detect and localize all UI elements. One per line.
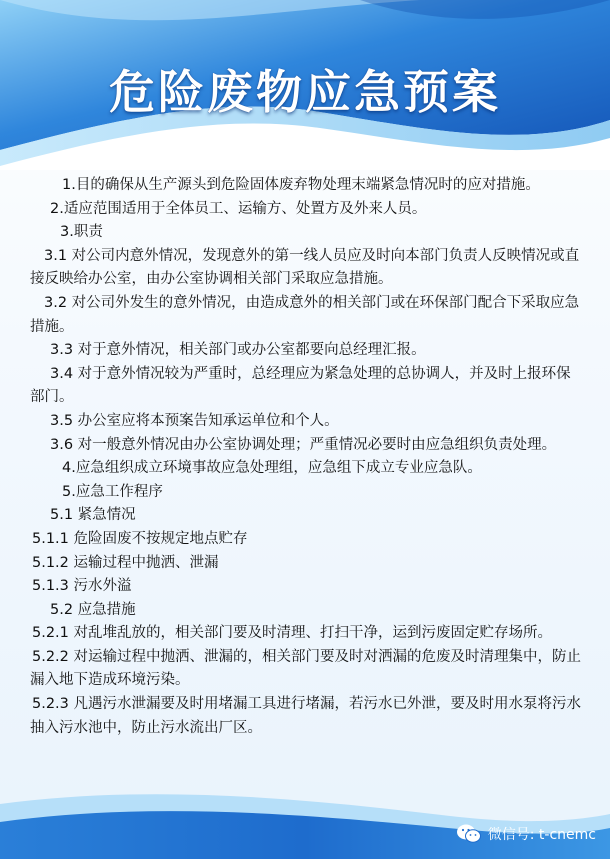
- plan-paragraph: 5.1 紧急情况: [50, 507, 136, 524]
- plan-paragraph: 4.应急组织成立环境事故应急处理组，应急组下成立专业应急队。: [62, 460, 482, 477]
- plan-paragraph: 5.1.1 危险固废不按规定地点贮存: [32, 530, 248, 547]
- plan-paragraph: 5.1.2 运输过程中抛洒、泄漏: [32, 554, 219, 571]
- plan-paragraph: 3.1 对公司内意外情况，发现意外的第一线人员应及时向本部门负责人反映情况或直接反映给办公室，由办公室协调相关部门采取应急措施。: [30, 247, 580, 288]
- plan-paragraph: 3.5 办公室应将本预案告知承运单位和个人。: [50, 412, 339, 429]
- plan-paragraph: 5.1.3 污水外溢: [32, 578, 132, 595]
- plan-paragraph: 2.适应范围适用于全体员工、运输方、处置方及外来人员。: [50, 200, 427, 217]
- plan-paragraph: 3.3 对于意外情况，相关部门或办公室都要向总经理汇报。: [50, 342, 426, 359]
- plan-paragraph: 3.职责: [60, 224, 103, 241]
- page-title: 危险废物应急预案: [109, 65, 501, 119]
- plan-paragraph: 5.2.1 对乱堆乱放的，相关部门要及时清理、打扫干净，运到污废固定贮存场所。: [32, 625, 553, 642]
- plan-paragraph: 1.目的确保从生产源头到危险固体废弃物处理末端紧急情况时的应对措施。: [62, 177, 540, 193]
- plan-paragraph: 3.6 对一般意外情况由办公室协调处理；严重情况必要时由应急组织负责处理。: [50, 436, 557, 453]
- plan-paragraph: 3.4 对于意外情况较为严重时，总经理应为紧急处理的总协调人，并及时上报环保部门。: [30, 365, 571, 406]
- wechat-watermark: [456, 821, 596, 847]
- plan-paragraph: 5.2.2 对运输过程中抛洒、泄漏的，相关部门要及时对洒漏的危废及时清理集中，防止漏入地下造成环境污染。: [30, 648, 582, 689]
- watermark-text: 微信号: t-cnemc: [487, 827, 596, 843]
- plan-paragraph: 3.2 对公司外发生的意外情况，由造成意外的相关部门或在环保部门配合下采取应急措施。: [30, 294, 580, 335]
- plan-paragraph: 5.应急工作程序: [62, 483, 163, 500]
- plan-paragraph: 5.2 应急措施: [50, 601, 136, 618]
- wechat-icon: [456, 823, 482, 845]
- plan-paragraph: 5.2.3 凡遇污水泄漏要及时用堵漏工具进行堵漏，若污水已外泄，要及时用水泵将污水抽入污水池中，防止污水流出厂区。: [30, 696, 582, 736]
- plan-body: [30, 174, 584, 740]
